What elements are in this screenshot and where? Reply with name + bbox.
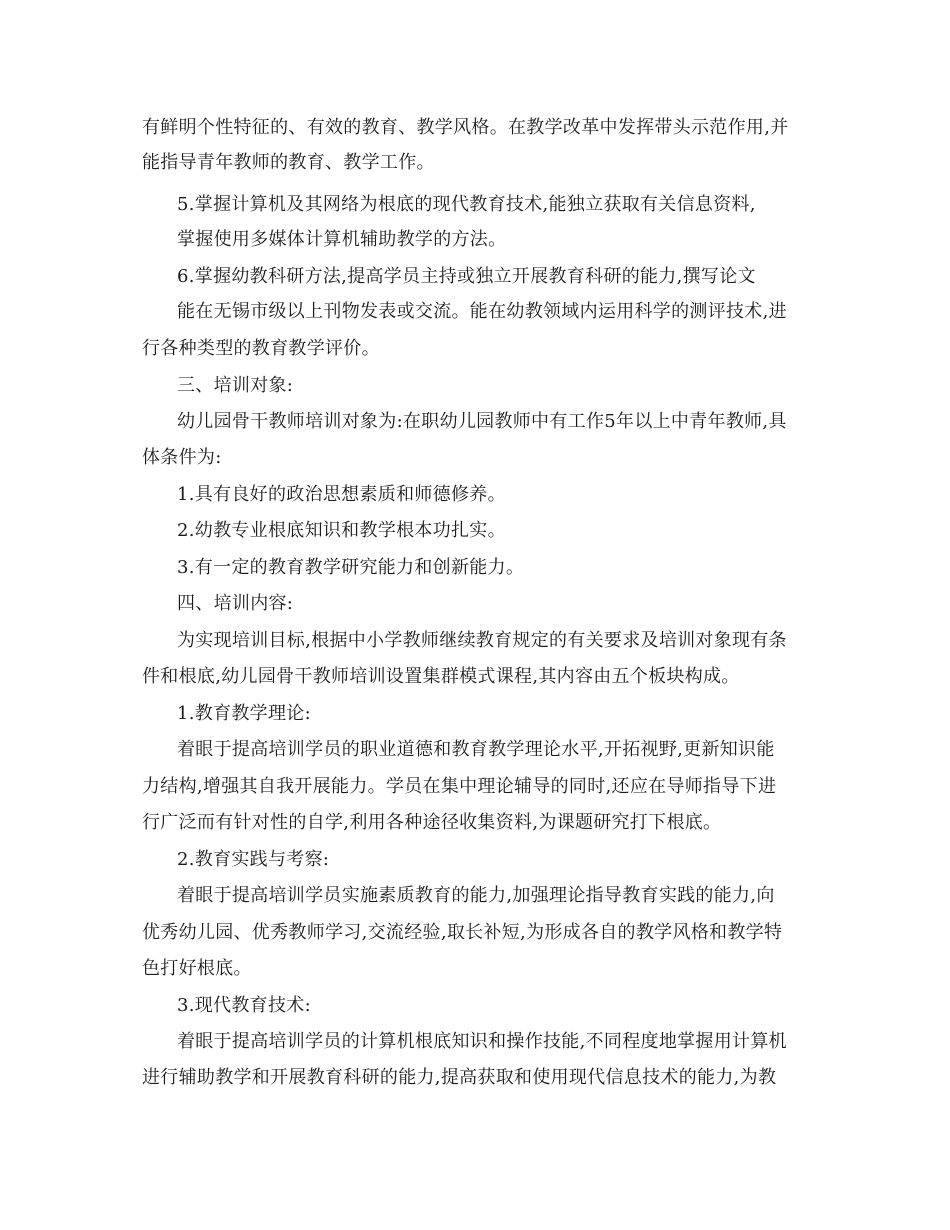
text-line: 着眼于提高培训学员实施素质教育的能力,加强理论指导教育实践的能力,向: [177, 885, 775, 906]
text-line: 行各种类型的教育教学评价。: [142, 338, 380, 359]
text-line: 优秀幼儿园、优秀教师学习,交流经验,取长补短,为形成各自的教学风格和教学特: [142, 922, 783, 943]
list-item: 1.具有良好的政治思想素质和师德修养。: [177, 484, 506, 505]
text-line: 幼儿园骨干教师培训对象为:在职幼儿园教师中有工作5年以上中青年教师,具: [177, 411, 787, 432]
section-heading: 四、培训内容:: [177, 593, 294, 614]
text-line: 6.掌握幼教科研方法,提高学员主持或独立开展教育科研的能力,撰写论文: [177, 266, 756, 287]
text-line: 力结构,增强其自我开展能力。学员在集中理论辅导的同时,还应在导师指导下进: [142, 776, 777, 797]
list-item: 2.幼教专业根底知识和教学根本功扎实。: [177, 520, 506, 541]
text-line: 5.掌握计算机及其网络为根底的现代教育技术,能独立获取有关信息资料,: [177, 194, 756, 215]
text-line: 掌握使用多媒体计算机辅助教学的方法。: [177, 229, 507, 250]
text-line: 体条件为:: [142, 447, 222, 468]
subsection-heading: 1.教育教学理论:: [177, 703, 311, 724]
text-line: 有鲜明个性特征的、有效的教育、教学风格。在教学改革中发挥带头示范作用,并: [142, 117, 789, 138]
subsection-heading: 3.现代教育技术:: [177, 995, 311, 1016]
text-line: 着眼于提高培训学员的职业道德和教育教学理论水平,开拓视野,更新知识能: [177, 739, 775, 760]
section-heading: 三、培训对象:: [177, 375, 294, 396]
text-line: 能在无锡市级以上刊物发表或交流。能在幼教领域内运用科学的测评技术,进: [177, 301, 787, 322]
text-line: 行广泛而有针对性的自学,利用各种途径收集资料,为课题研究打下根底。: [142, 812, 722, 833]
text-line: 为实现培训目标,根据中小学教师继续教育规定的有关要求及培训对象现有条: [177, 630, 787, 651]
list-item: 3.有一定的教育教学研究能力和创新能力。: [177, 557, 525, 578]
text-line: 能指导青年教师的教育、教学工作。: [142, 152, 435, 173]
text-line: 进行辅助教学和开展教育科研的能力,提高获取和使用现代信息技术的能力,为教: [142, 1067, 777, 1088]
text-line: 着眼于提高培训学员的计算机根底知识和操作技能,不同程度地掌握用计算机: [177, 1031, 787, 1052]
subsection-heading: 2.教育实践与考察:: [177, 849, 330, 870]
text-line: 色打好根底。: [142, 958, 252, 979]
text-line: 件和根底,幼儿园骨干教师培训设置集群模式课程,其内容由五个板块构成。: [142, 666, 740, 687]
